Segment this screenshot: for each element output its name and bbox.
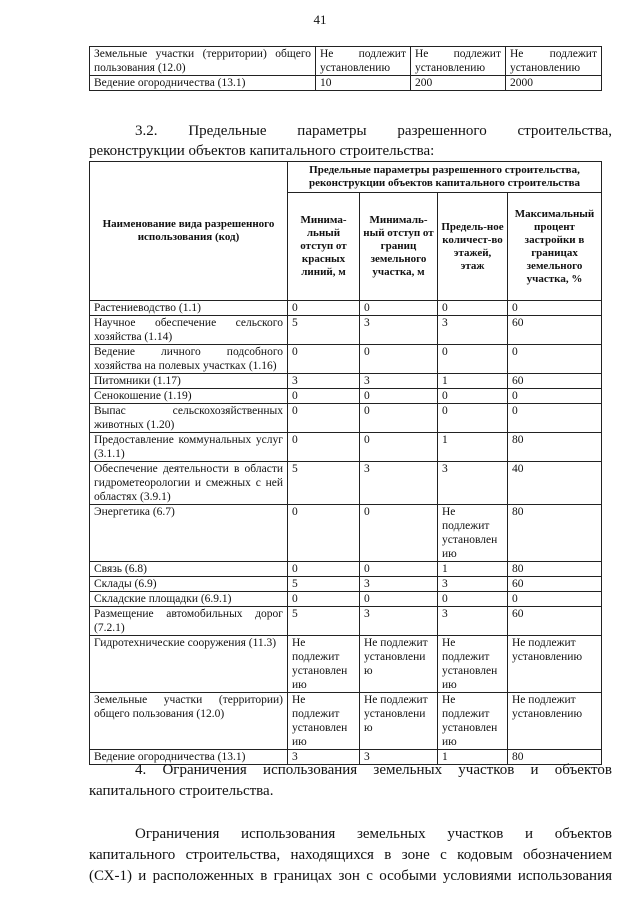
header-col-boundary: Минималь-ный отступ от границ земельного участка, м — [360, 193, 438, 301]
paragraph-restrictions-body: Ограничения использования земельных участков и объектов капитального строительства, находящихся в зоне с кодовым обозначением (СХ-1) и расположенных в границах зон с особыми условиями использования — [89, 826, 612, 884]
table-row — [90, 374, 602, 389]
value-cell: 60 — [508, 374, 602, 389]
row-name-cell: Гидротехнические сооружения (11.3) — [90, 636, 288, 693]
row-name-cell: Выпас сельскохозяйственных животных (1.20) — [90, 404, 288, 433]
value-cell: 0 — [288, 433, 360, 462]
value-cell: 1 — [438, 374, 508, 389]
row-name-cell: Связь (6.8) — [90, 562, 288, 577]
value-cell: 0 — [508, 404, 602, 433]
section-heading: 3.2. Предельные параметры разрешенного строительства, реконструкции объектов капитального строительства: — [89, 123, 612, 159]
value-cell: 1 — [438, 433, 508, 462]
value-cell: 0 — [288, 562, 360, 577]
value-cell: 80 — [508, 750, 602, 765]
table-row — [90, 693, 602, 750]
row-name-cell: Склады (6.9) — [90, 577, 288, 592]
table-row — [90, 462, 602, 505]
value-cell: 5 — [288, 462, 360, 505]
row-name-cell: Обеспечение деятельности в области гидрометеорологии и смежных с ней областях (3.9.1) — [90, 462, 288, 505]
value-cell: 80 — [508, 433, 602, 462]
row-name-cell: Ведение огородничества (13.1) — [90, 750, 288, 765]
value-cell: 0 — [288, 301, 360, 316]
value-cell: 3 — [438, 607, 508, 636]
table-row — [90, 76, 602, 91]
value-cell: 0 — [288, 345, 360, 374]
value-cell: 0 — [360, 389, 438, 404]
table-row — [90, 47, 602, 76]
value-cell: 0 — [438, 592, 508, 607]
value-cell: Не подлежит установлению — [508, 693, 602, 750]
value-cell: 1 — [438, 750, 508, 765]
value-cell: 0 — [288, 592, 360, 607]
value-cell: 60 — [508, 577, 602, 592]
value-cell: 5 — [288, 316, 360, 345]
table-row — [90, 316, 602, 345]
value-cell: 3 — [438, 577, 508, 592]
header-group: Предельные параметры разрешенного строительства, реконструкции объектов капитального строительства — [288, 162, 602, 193]
value-cell: 0 — [508, 301, 602, 316]
value-cell: 0 — [508, 389, 602, 404]
value-cell: 1 — [438, 562, 508, 577]
value-cell: 3 — [360, 316, 438, 345]
value-cell: 0 — [438, 404, 508, 433]
table-cell: Не подлежит установлению — [506, 47, 602, 76]
value-cell: 3 — [438, 316, 508, 345]
table-cell: Ведение огородничества (13.1) — [90, 76, 316, 91]
value-cell: 3 — [360, 750, 438, 765]
paragraph-restrictions-heading: 4. Ограничения использования земельных участков и объектов капитального строительства. — [89, 762, 612, 799]
value-cell: 40 — [508, 462, 602, 505]
value-cell: 3 — [360, 577, 438, 592]
value-cell: 5 — [288, 607, 360, 636]
value-cell: 5 — [288, 577, 360, 592]
top-table — [89, 46, 602, 91]
header-col-floors: Предель-ное количест-во этажей, этаж — [438, 193, 508, 301]
table-row — [90, 505, 602, 562]
header-name-column: Наименование вида разрешенного использования (код) — [90, 162, 288, 301]
row-name-cell: Складские площадки (6.9.1) — [90, 592, 288, 607]
value-cell: Не подлежит установлени ю — [360, 636, 438, 693]
table-row — [90, 577, 602, 592]
table-row — [90, 433, 602, 462]
value-cell: 0 — [288, 389, 360, 404]
value-cell: 0 — [360, 562, 438, 577]
value-cell: 3 — [360, 374, 438, 389]
table-header-row — [90, 162, 602, 193]
table-row — [90, 389, 602, 404]
table-cell: Земельные участки (территории) общего пользования (12.0) — [90, 47, 316, 76]
table-row — [90, 301, 602, 316]
row-name-cell: Размещение автомобильных дорог (7.2.1) — [90, 607, 288, 636]
value-cell: 3 — [360, 607, 438, 636]
table-row — [90, 345, 602, 374]
value-cell: 3 — [360, 462, 438, 505]
value-cell: 0 — [438, 301, 508, 316]
row-name-cell: Научное обеспечение сельского хозяйства (1.14) — [90, 316, 288, 345]
value-cell: 0 — [360, 505, 438, 562]
row-name-cell: Ведение личного подсобного хозяйства на полевых участках (1.16) — [90, 345, 288, 374]
value-cell: 0 — [438, 389, 508, 404]
value-cell: Не подлежит установлению — [508, 636, 602, 693]
value-cell: 3 — [288, 750, 360, 765]
value-cell: 0 — [508, 592, 602, 607]
value-cell: 0 — [288, 505, 360, 562]
value-cell: 60 — [508, 316, 602, 345]
value-cell: Не подлежит установлен ию — [438, 636, 508, 693]
row-name-cell: Растениеводство (1.1) — [90, 301, 288, 316]
value-cell: 60 — [508, 607, 602, 636]
row-name-cell: Предоставление коммунальных услуг (3.1.1) — [90, 433, 288, 462]
table-row — [90, 592, 602, 607]
table-row — [90, 636, 602, 693]
row-name-cell: Питомники (1.17) — [90, 374, 288, 389]
value-cell: 0 — [360, 301, 438, 316]
value-cell: 3 — [288, 374, 360, 389]
row-name-cell: Энергетика (6.7) — [90, 505, 288, 562]
table-row — [90, 607, 602, 636]
value-cell: 3 — [438, 462, 508, 505]
table-cell: 2000 — [506, 76, 602, 91]
value-cell: 0 — [508, 345, 602, 374]
header-col-red-lines: Минима-льный отступ от красных линий, м — [288, 193, 360, 301]
page-number: 41 — [313, 12, 327, 27]
value-cell: Не подлежит установлени ю — [360, 693, 438, 750]
header-col-coverage: Максимальный процент застройки в границах земельного участка, % — [508, 193, 602, 301]
value-cell: 0 — [360, 592, 438, 607]
table-cell: 200 — [411, 76, 506, 91]
table-row — [90, 562, 602, 577]
value-cell: 80 — [508, 562, 602, 577]
value-cell: 0 — [360, 433, 438, 462]
value-cell: Не подлежит установлен ию — [438, 693, 508, 750]
table-cell: Не подлежит установлению — [411, 47, 506, 76]
value-cell: 0 — [288, 404, 360, 433]
row-name-cell: Земельные участки (территории) общего пользования (12.0) — [90, 693, 288, 750]
row-name-cell: Сенокошение (1.19) — [90, 389, 288, 404]
value-cell: Не подлежит установлен ию — [288, 636, 360, 693]
table-cell: Не подлежит установлению — [316, 47, 411, 76]
parameters-table — [89, 161, 602, 765]
value-cell: 0 — [360, 404, 438, 433]
value-cell: 0 — [360, 345, 438, 374]
value-cell: Не подлежит установлен ию — [438, 505, 508, 562]
value-cell: Не подлежит установлен ию — [288, 693, 360, 750]
table-cell: 10 — [316, 76, 411, 91]
value-cell: 0 — [438, 345, 508, 374]
value-cell: 80 — [508, 505, 602, 562]
table-row — [90, 404, 602, 433]
